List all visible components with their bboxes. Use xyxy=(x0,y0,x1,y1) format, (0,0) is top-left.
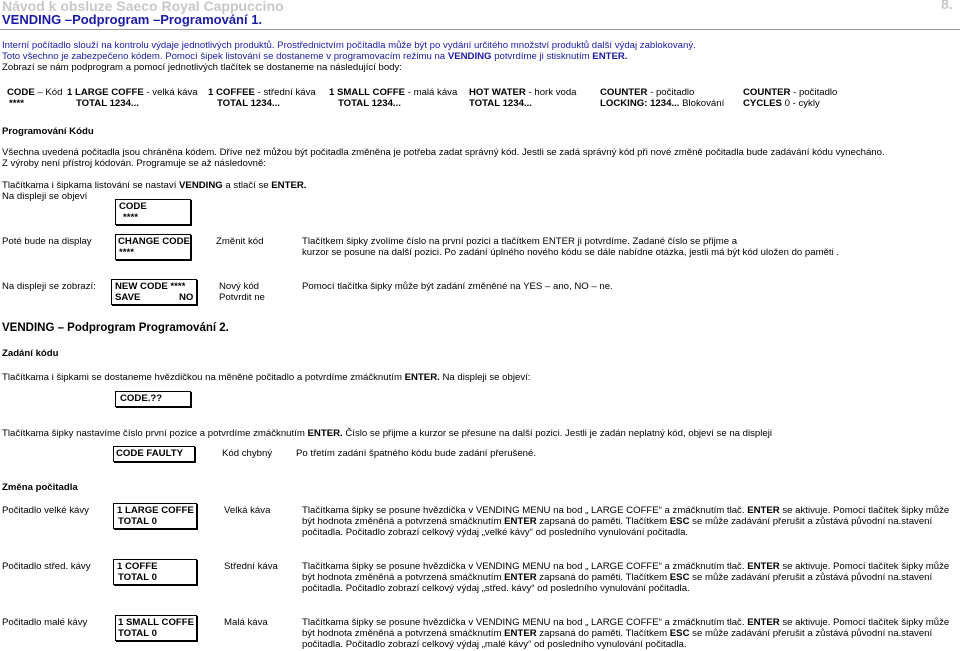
intro-line-2: Toto všechno je zabezpečeno kódem. Pomocí šipek listování se dostaneme v programovacím režimu na VENDING potvrdíme ji stisknutím ENTER. xyxy=(2,51,628,62)
counter-row-translation: Malá káva xyxy=(224,617,268,628)
menu-item-hot-water: HOT WATER - hork voda TOTAL 1234... xyxy=(469,87,577,109)
change-code-translation: Změnit kód xyxy=(216,236,264,247)
change-code-desc-1: Tlačítkem šipky zvolíme číslo na první pozici a tlačítkem ENTER ji potvrdíme. Zadané číslo se přijme a xyxy=(302,236,738,247)
counter-row-desc-2: být hodnota změněná a potvrzená smáčknutím ENTER zapsaná do paměti. Tlačítkem ESC se může zadávání přerušit a zůstává původní na.stavení xyxy=(302,628,933,639)
menu-item-counter-locking: COUNTER - počitadlo LOCKING: 1234... Blokování xyxy=(600,87,725,109)
counter-row-desc-1: Tlačítkama šipky se posune hvězdička v VENDING MENU na bod „ LARGE COFFE“ a zmáčknutím tlač. ENTER se aktivuje. Pomocí tlačítek šipky může xyxy=(302,561,950,572)
confirm-translation: Potvrdit ne xyxy=(219,292,265,303)
counter-row-label: Počitadlo střed. kávy xyxy=(2,561,91,572)
counter-row-label: Počitadlo malé kávy xyxy=(2,617,88,628)
counter-row-desc-2: být hodnota změněná a potvrzená smáčknutím ENTER zapsaná do paměti. Tlačítkem ESC se může zadávání přerušit a zůstává původní na.stavení xyxy=(302,516,933,527)
page-number: 8. xyxy=(941,0,953,12)
display-change-code-box: CHANGE CODE **** xyxy=(115,234,191,260)
intro-line-1: Interní počítadlo slouží na kontrolu výdaje jednotlivých produktů. Prostřednictvím počítadla může být po vydání určitého množství produktů další výdaj zablokovaný. xyxy=(2,40,696,51)
display-new-code-box: NEW CODE **** SAVE NO xyxy=(111,279,197,305)
change-code-desc-2: kurzor se posune na další pozici. Po zadání úplného nového kódu se dále nabídne otázka, jestli má být kód uložen do paměti . xyxy=(302,247,840,258)
counter-row-label: Počitadlo velké kávy xyxy=(2,505,89,516)
code-paragraph-1: Všechna uvedená počitadla jsou chráněna kódem. Dříve než můžou být počitadla změněna je potřeba zadat správný kód. Jestli se zadá správný kód při nové změně počitadla bude zadávání kódu vynecháno. xyxy=(2,147,885,158)
code-entry-heading: Zadání kódu xyxy=(2,348,59,359)
counter-row-desc-1: Tlačítkama šipky se posune hvězdička v VENDING MENU na bod „ LARGE COFFE“ a zmáčknutím tlač. ENTER se aktivuje. Pomocí tlačítek šipky může xyxy=(302,505,950,516)
display-code-faulty-box: CODE FAULTY xyxy=(113,446,195,462)
menu-item-code: CODE – Kód **** xyxy=(7,87,63,109)
counter-row-desc-3: počitadla. Počitadlo zobrazí celkový výdaj „střed. kávy“ od posledního vynulování počitadla. xyxy=(302,583,690,594)
display-code-box: CODE **** xyxy=(115,199,191,225)
menu-item-counter-cycles: COUNTER - počitadlo CYCLES 0 - cykly xyxy=(743,87,838,109)
intro-line-3: Zobrazí se nám podprogram a pomocí jednotlivých tlačítek se dostaneme na následující body: xyxy=(2,62,402,73)
display-shows-label: Na displeji se zobrazí: xyxy=(2,281,96,292)
counter-row-desc-3: počitadla. Počitadlo zobrazí celkový výdaj „velké kávy“ od posledního vynulování počitadla. xyxy=(302,527,689,538)
code-paragraph-4: Na displeji se objeví xyxy=(2,191,88,202)
faulty-desc: Po třetím zadání špatného kódu bude zadání přerušené. xyxy=(296,448,537,459)
counter-row-translation: Velká káva xyxy=(224,505,271,516)
section-title: VENDING –Podprogram –Programování 1. xyxy=(2,12,263,27)
display-counter-box: 1 LARGE COFFE TOTAL 0 xyxy=(113,503,197,529)
counter-row-desc-2: být hodnota změněná a potvrzená smáčknutím ENTER zapsaná do paměti. Tlačítkem ESC se může zadávání přerušit a zůstává původní na.stavení xyxy=(302,572,933,583)
prog2-paragraph-1: Tlačítkama i šipkami se dostaneme hvězdičkou na měněné počitadlo a potvrdíme zmáčknutím ENTER. Na displeji se objeví: xyxy=(2,372,531,383)
display-code-query-box: CODE.?? xyxy=(115,391,191,407)
faulty-translation: Kód chybný xyxy=(222,448,273,459)
new-code-translation: Nový kód xyxy=(219,281,259,292)
display-counter-box: 1 SMALL COFFE TOTAL 0 xyxy=(115,615,197,641)
vending-program-2-heading: VENDING – Podprogram Programování 2. xyxy=(2,322,229,334)
new-code-desc: Pomocí tlačítka šipky může být zadání změněné na YES – ano, NO – ne. xyxy=(302,281,613,292)
display-counter-box: 1 COFFE TOTAL 0 xyxy=(113,559,197,585)
code-programming-heading: Programování Kódu xyxy=(2,126,94,137)
menu-item-large-coffe: 1 LARGE COFFE - velká káva TOTAL 1234... xyxy=(67,87,198,109)
counter-change-heading: Změna počitadla xyxy=(2,482,78,493)
prog2-paragraph-2: Tlačítkama šipky nastavíme číslo první pozice a potvrdíme zmáčknutím ENTER. Číslo se přijme a kurzor se přesune na další pozici. Jestli je zadán neplatný kód, objeví se na displeji xyxy=(2,428,772,439)
code-paragraph-2: Z výroby není přístroj kódován. Programuje se až následovně: xyxy=(2,158,266,169)
menu-item-coffee: 1 COFFEE - střední káva TOTAL 1234... xyxy=(208,87,316,109)
then-display-label: Poté bude na display xyxy=(2,236,92,247)
code-paragraph-3: Tlačítkama i šipkama listování se nastaví VENDING a stlačí se ENTER. xyxy=(2,180,307,191)
counter-row-translation: Střední káva xyxy=(224,561,278,572)
document-title: Návod k obsluze Saeco Royal Cappuccino xyxy=(2,0,284,14)
menu-item-small-coffe: 1 SMALL COFFE - malá káva TOTAL 1234... xyxy=(329,87,458,109)
header-divider xyxy=(0,29,960,30)
counter-row-desc-3: počitadla. Počitadlo zobrazí celkový výdaj „malé kávy“ od posledního vynulování počitadla. xyxy=(302,639,687,650)
counter-row-desc-1: Tlačítkama šipky se posune hvězdička v VENDING MENU na bod „ LARGE COFFE“ a zmáčknutím tlač. ENTER se aktivuje. Pomocí tlačítek šipky může xyxy=(302,617,950,628)
